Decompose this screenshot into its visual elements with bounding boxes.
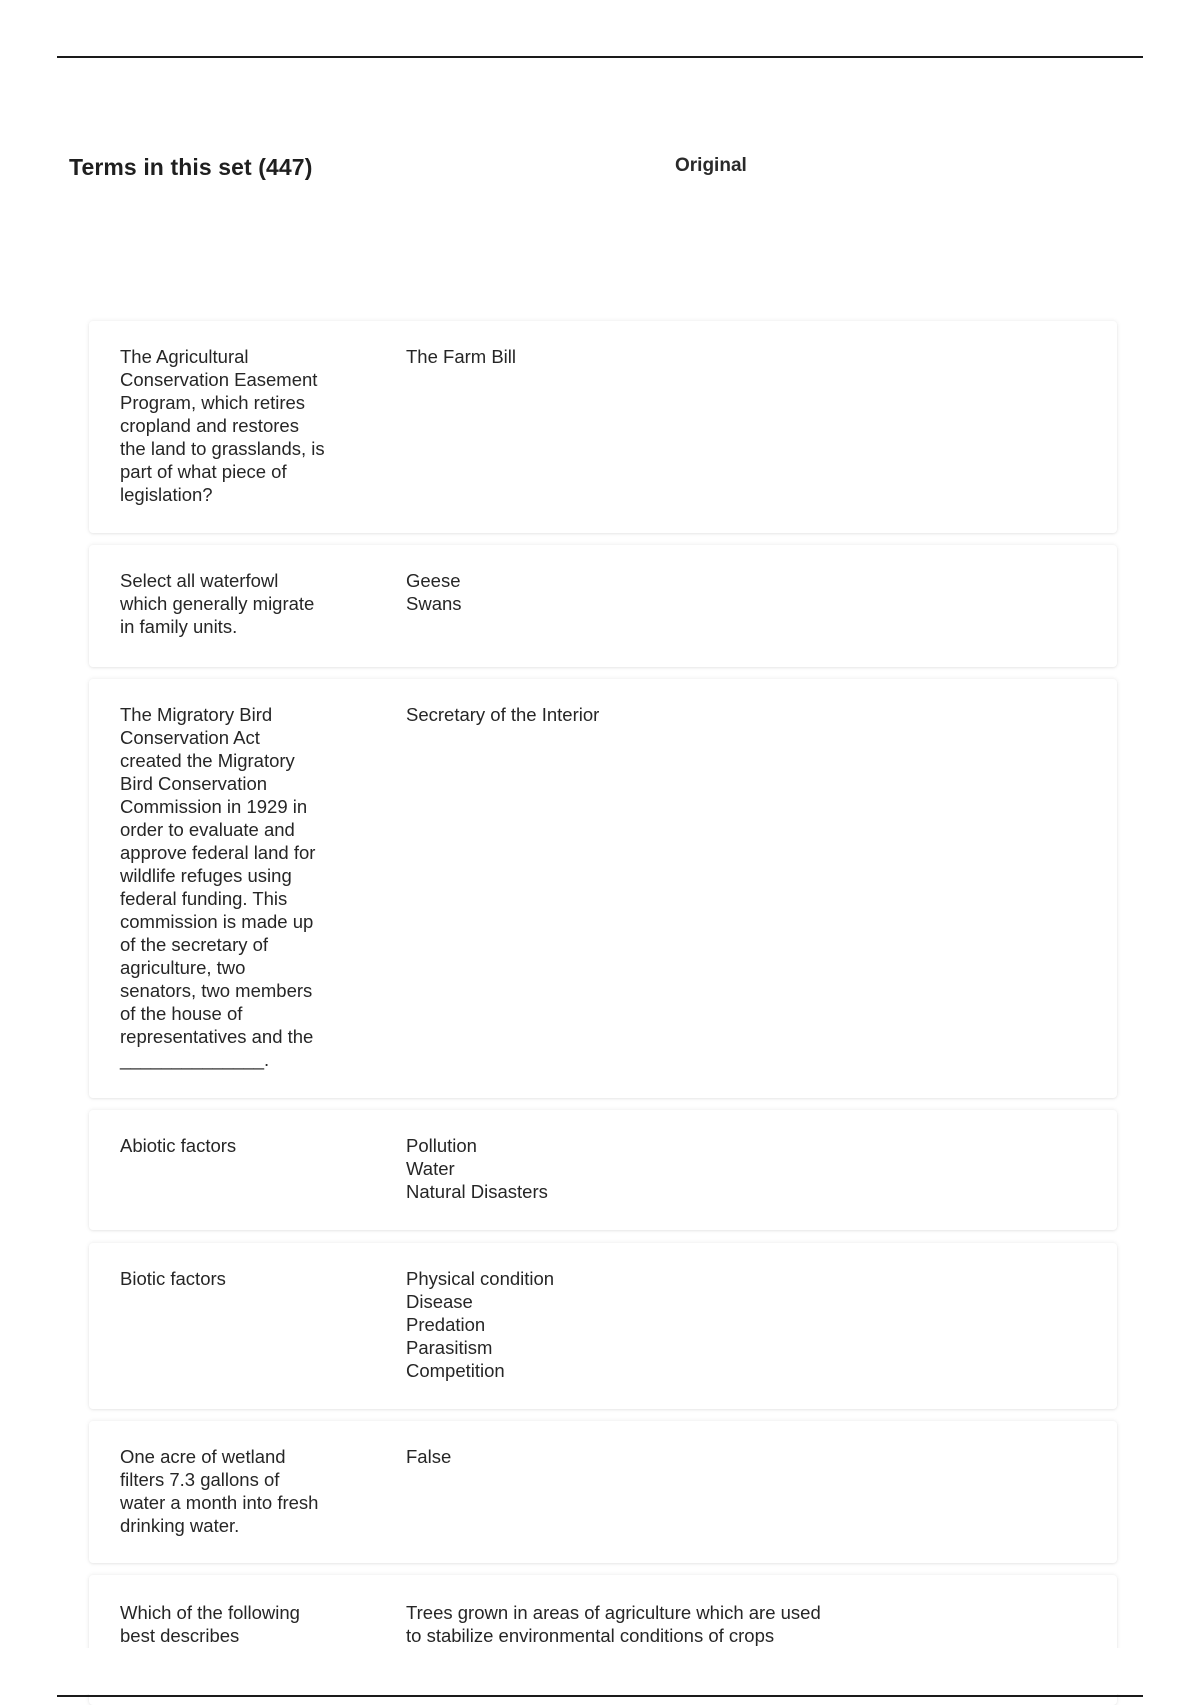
term-text: The Agricultural Conservation Easement Program, which retires cropland and restores the land to grasslands, is part of what piece of legislation? (120, 346, 325, 505)
term-text: One acre of wetland filters 7.3 gallons of water a month into fresh drinking water. (120, 1446, 319, 1536)
definition-text: Geese Swans (406, 570, 462, 614)
set-title: Terms in this set (447) (69, 154, 313, 180)
top-divider (57, 56, 1143, 58)
term-card (89, 321, 1117, 533)
definition-text: Pollution Water Natural Disasters (406, 1135, 548, 1202)
sort-label[interactable]: Original (675, 155, 747, 176)
definition-text: Physical condition Disease Predation Parasitism Competition (406, 1268, 555, 1381)
bottom-divider (57, 1695, 1143, 1697)
term-text: Select all waterfowl which generally migrate in family units. (120, 570, 315, 637)
term-card (89, 1110, 1117, 1230)
term-text: The Migratory Bird Conservation Act created the Migratory Bird Conservation Commission in 1929 in order to evaluate and approve federal land for wildlife refuges using federal funding. This commission is made up of the secretary of agriculture, two senators, two members of the house of representatives and the ______________. (120, 704, 316, 1070)
page-cutoff (0, 1648, 1200, 1694)
term-text: Biotic factors (120, 1268, 226, 1289)
definition-text: Secretary of the Interior (406, 704, 600, 725)
term-card (89, 545, 1117, 667)
definition-text: The Farm Bill (406, 346, 516, 367)
term-card (89, 679, 1117, 1098)
term-text: Abiotic factors (120, 1135, 237, 1156)
term-card (89, 1243, 1117, 1409)
term-card (89, 1421, 1117, 1563)
definition-text: False (406, 1446, 452, 1467)
term-text: Which of the following best describes (120, 1602, 300, 1646)
definition-text: Trees grown in areas of agriculture which are used to stabilize environmental conditions of crops (406, 1602, 821, 1646)
